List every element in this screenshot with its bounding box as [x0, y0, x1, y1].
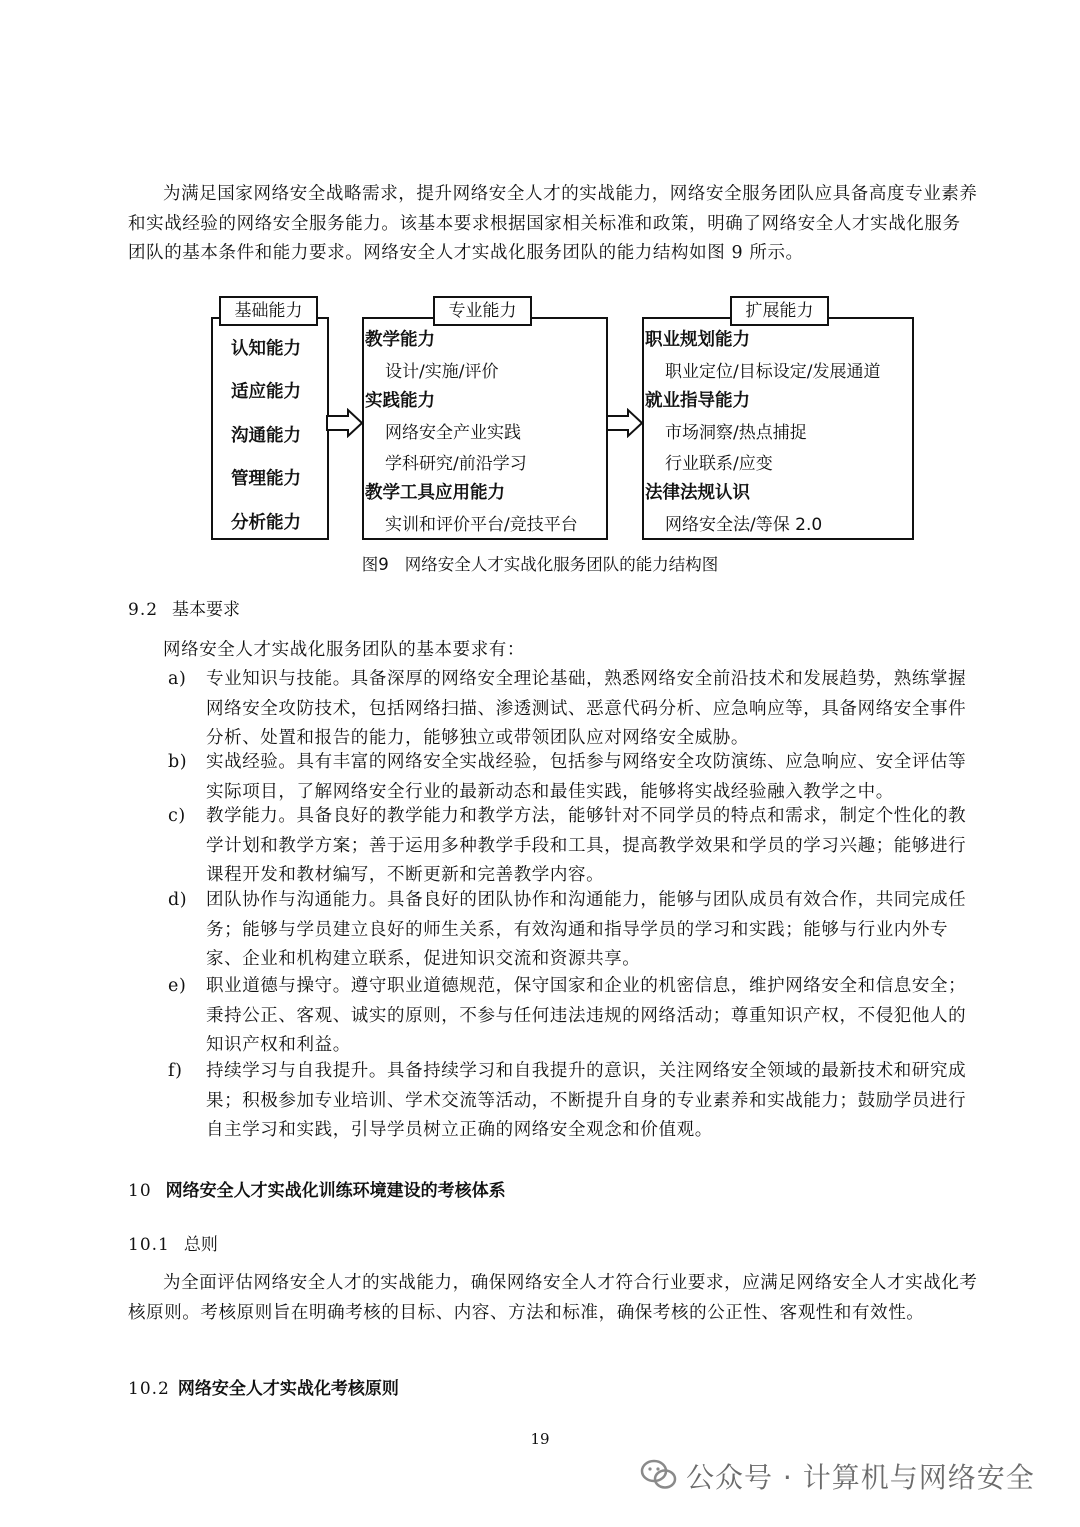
extended-sub-item: 网络安全法/等保 2.0: [665, 515, 823, 535]
basic-item-4: 管理能力: [231, 469, 301, 489]
extended-capability-title: 扩展能力: [730, 296, 829, 326]
section-title: 基本要求: [172, 600, 241, 620]
extended-sub-item: 行业联系/应变: [665, 454, 773, 474]
extended-sub-item: 职业定位/目标设定/发展通道: [665, 362, 881, 382]
extended-group-head-1: 职业规划能力: [645, 330, 750, 350]
section-9-2-heading: [128, 595, 240, 620]
professional-sub-item: 学科研究/前沿学习: [385, 454, 527, 474]
section-number: 10: [128, 1181, 152, 1201]
figure-number: 图9: [361, 555, 389, 574]
watermark-text: 公众号 · 计算机与网络安全: [686, 1461, 1035, 1494]
list-text: 职业道德与操守。遵守职业道德规范，保守国家和企业的机密信息，维护网络安全和信息安全；秉持公正、客观、诚实的原则，不参与任何违法违规的网络活动；尊重知识产权，不侵犯他人的知识产权和利益。: [206, 976, 967, 1055]
page-number: 19: [530, 1430, 550, 1448]
basic-item-5: 分析能力: [231, 513, 301, 533]
list-item-c: [168, 802, 978, 891]
section-number: 10.2: [128, 1379, 170, 1399]
list-label: a): [168, 669, 187, 689]
list-item-a: [168, 665, 978, 754]
section-title: 网络安全人才实战化考核原则: [177, 1379, 399, 1399]
list-text: 团队协作与沟通能力。具备良好的团队协作和沟通能力，能够与团队成员有效合作，共同完成任务；能够与学员建立良好的师生关系，有效沟通和指导学员的学习和实践；能够与行业内外专家、企业和机构建立联系，促进知识交流和资源共享。: [206, 890, 967, 969]
list-label: c): [168, 806, 186, 826]
professional-sub-item: 实训和评价平台/竞技平台: [385, 515, 578, 535]
list-item-d: [168, 886, 978, 975]
basic-capability-title: 基础能力: [219, 296, 318, 326]
list-label: f): [168, 1061, 183, 1081]
extended-group-head-3: 法律法规认识: [645, 483, 750, 503]
professional-group-head-1: 教学能力: [365, 330, 435, 350]
list-item-f: [168, 1057, 978, 1146]
section-title: 总则: [183, 1235, 218, 1255]
section-10-1-paragraph: 为全面评估网络安全人才的实战能力，确保网络安全人才符合行业要求，应满足网络安全人才实战化考核原则。考核原则旨在明确考核的目标、内容、方法和标准，确保考核的公正性、客观性和有效性。: [128, 1273, 978, 1323]
figure-caption-text: 网络安全人才实战化服务团队的能力结构图: [404, 555, 719, 574]
professional-group-head-2: 实践能力: [365, 391, 435, 411]
arrow-right-icon: [326, 408, 364, 438]
list-text: 教学能力。具备良好的教学能力和教学方法，能够针对不同学员的特点和需求，制定个性化的教学计划和教学方案；善于运用多种教学手段和工具，提高教学效果和学员的学习兴趣；能够进行课程开发和教材编写，不断更新和完善教学内容。: [206, 806, 967, 885]
list-text: 专业知识与技能。具备深厚的网络安全理论基础，熟悉网络安全前沿技术和发展趋势，熟练掌握网络安全攻防技术，包括网络扫描、渗透测试、恶意代码分析、应急响应等，具备网络安全事件分析、处置和报告的能力，能够独立或带领团队应对网络安全威胁。: [206, 669, 967, 748]
list-label: d): [168, 890, 188, 910]
section-10-heading: [128, 1176, 506, 1201]
section-number: 10.1: [128, 1235, 170, 1255]
list-text: 实战经验。具有丰富的网络安全实战经验，包括参与网络安全攻防演练、应急响应、安全评估等实际项目，了解网络安全行业的最新动态和最佳实践，能够将实战经验融入教学之中。: [206, 752, 967, 802]
section-10-2-heading: [128, 1374, 399, 1399]
list-item-b: [168, 748, 978, 807]
extended-sub-item: 市场洞察/热点捕捉: [665, 423, 807, 443]
arrow-right-icon: [606, 408, 644, 438]
list-label: b): [168, 752, 188, 772]
list-text: 持续学习与自我提升。具备持续学习和自我提升的意识，关注网络安全领域的最新技术和研究成果；积极参加专业培训、学术交流等活动，不断提升自身的专业素养和实战能力；鼓励学员进行自主学习和实践，引导学员树立正确的网络安全观念和价值观。: [206, 1061, 967, 1140]
section-number: 9.2: [128, 600, 159, 620]
section-9-2-lead: 网络安全人才实战化服务团队的基本要求有：: [163, 640, 525, 660]
list-item-e: [168, 972, 978, 1061]
professional-capability-title: 专业能力: [433, 296, 532, 326]
section-title: 网络安全人才实战化训练环境建设的考核体系: [165, 1181, 506, 1201]
list-label: e): [168, 976, 187, 996]
professional-group-head-3: 教学工具应用能力: [365, 483, 505, 503]
basic-item-3: 沟通能力: [231, 426, 301, 446]
basic-item-1: 认知能力: [231, 339, 301, 359]
professional-sub-item: 设计/实施/评价: [385, 362, 499, 382]
figure-caption: [0, 551, 1080, 575]
wechat-icon: [640, 1458, 678, 1492]
extended-group-head-2: 就业指导能力: [645, 391, 750, 411]
intro-paragraph: 为满足国家网络安全战略需求，提升网络安全人才的实战能力，网络安全服务团队应具备高度专业素养和实战经验的网络安全服务能力。该基本要求根据国家相关标准和政策，明确了网络安全人才实战化服务团队的基本条件和能力要求。网络安全人才实战化服务团队的能力结构如图 9 所示。: [128, 184, 978, 263]
professional-sub-item: 网络安全产业实践: [385, 423, 521, 443]
section-10-1-heading: [128, 1230, 218, 1255]
basic-item-2: 适应能力: [231, 382, 301, 402]
